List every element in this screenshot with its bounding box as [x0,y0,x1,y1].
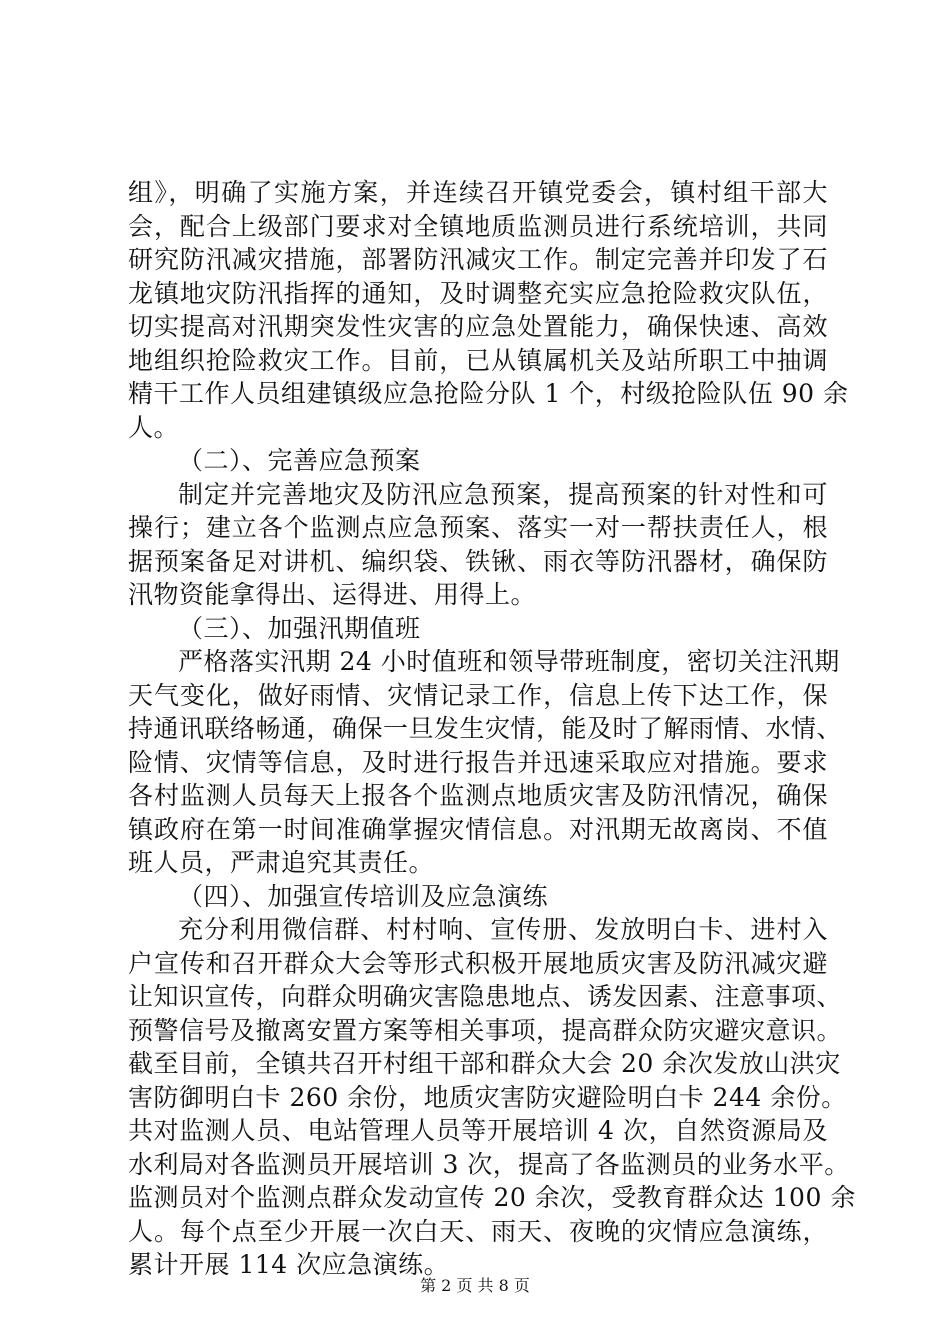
text-line: 研究防汛减灾措施，部署防汛减灾工作。制定完善并印发了石 [128,245,828,274]
text-line: 天气变化，做好雨情、灾情记录工作，信息上传下达工作，保 [128,680,828,710]
text-line: 预警信号及撤离安置方案等相关事项，提高群众防灾避灾意识。 [128,1015,843,1045]
paragraph-publicity-training [128,913,856,1282]
text-line: 累计开展 114 次应急演练。 [128,1250,450,1279]
text-line: 镇政府在第一时间准确掌握灾情信息。对汛期无故离岗、不值 [128,814,828,844]
section-heading-flood-duty: （三）、加强汛期值班 [178,613,421,643]
text-line: 据预案备足对讲机、编织袋、铁锹、雨衣等防汛器材，确保防 [128,546,828,576]
page-number-footer: 第 2 页 共 8 页 [420,1276,530,1295]
text-line: 共对监测人员、电站管理人员等开展培训 4 次，自然资源局及 [128,1116,828,1145]
text-line: 精干工作人员组建镇级应急抢险分队 1 个，村级抢险队伍 90 余 [128,379,849,408]
text-line: 制定并完善地灾及防汛应急预案，提高预案的针对性和可 [178,479,828,509]
text-line: 严格落实汛期 24 小时值班和领导带班制度，密切关注汛期 [178,647,840,676]
text-line: 让知识宣传，向群众明确灾害隐患地点、诱发因素、注意事项、 [128,982,843,1011]
text-line: 地组织抢险救灾工作。目前，已从镇属机关及站所职工中抽调 [128,345,828,375]
text-line: 充分利用微信群、村村响、宣传册、发放明白卡、进村入 [178,915,828,944]
text-line: 班人员，严肃追究其责任。 [128,848,435,877]
paragraph-implementation [128,176,849,444]
section-heading-emergency-plan: （二）、完善应急预案 [178,446,421,475]
text-line: 户宣传和召开群众大会等形式积极开展地质灾害及防汛减灾避 [128,948,828,978]
text-line: 切实提高对汛期突发性灾害的应急处置能力，确保快速、高效 [128,312,828,341]
text-line: 组》，明确了实施方案，并连续召开镇党委会，镇村组干部大 [128,178,828,207]
text-line: 截至目前，全镇共召开村组干部和群众大会 20 余次发放山洪灾 [128,1049,841,1078]
paragraph-flood-duty [128,645,843,880]
document-body [128,176,856,1282]
text-line: 人。每个点至少开展一次白天、雨天、夜晚的灾情应急演练， [128,1216,828,1246]
section-heading-publicity-training: （四）、加强宣传培训及应急演练 [178,881,549,911]
text-line: 害防御明白卡 260 余份，地质灾害防灾避险明白卡 244 余份。 [128,1082,847,1112]
text-line: 水利局对各监测员开展培训 3 次，提高了各监测员的业务水平。 [128,1149,850,1179]
text-line: 龙镇地灾防汛指挥的通知，及时调整充实应急抢险救灾队伍， [128,278,828,308]
text-line: 监测员对个监测点群众发动宣传 20 余次，受教育群众达 100 余 [128,1183,856,1212]
text-line: 汛物资能拿得出、运得进、用得上。 [128,580,537,609]
text-line: 会，配合上级部门要求对全镇地质监测员进行系统培训，共同 [128,211,828,241]
text-line: 操行；建立各个监测点应急预案、落实一对一帮扶责任人，根 [128,513,828,542]
text-line: 各村监测人员每天上报各个监测点地质灾害及防汛情况，确保 [128,781,828,810]
text-line: 持通讯联络畅通，确保一旦发生灾情，能及时了解雨情、水情、 [128,714,843,743]
text-line: 人。 [128,412,180,442]
text-line: 险情、灾情等信息，及时进行报告并迅速采取应对措施。要求 [128,747,828,777]
paragraph-emergency-plan [128,478,828,612]
